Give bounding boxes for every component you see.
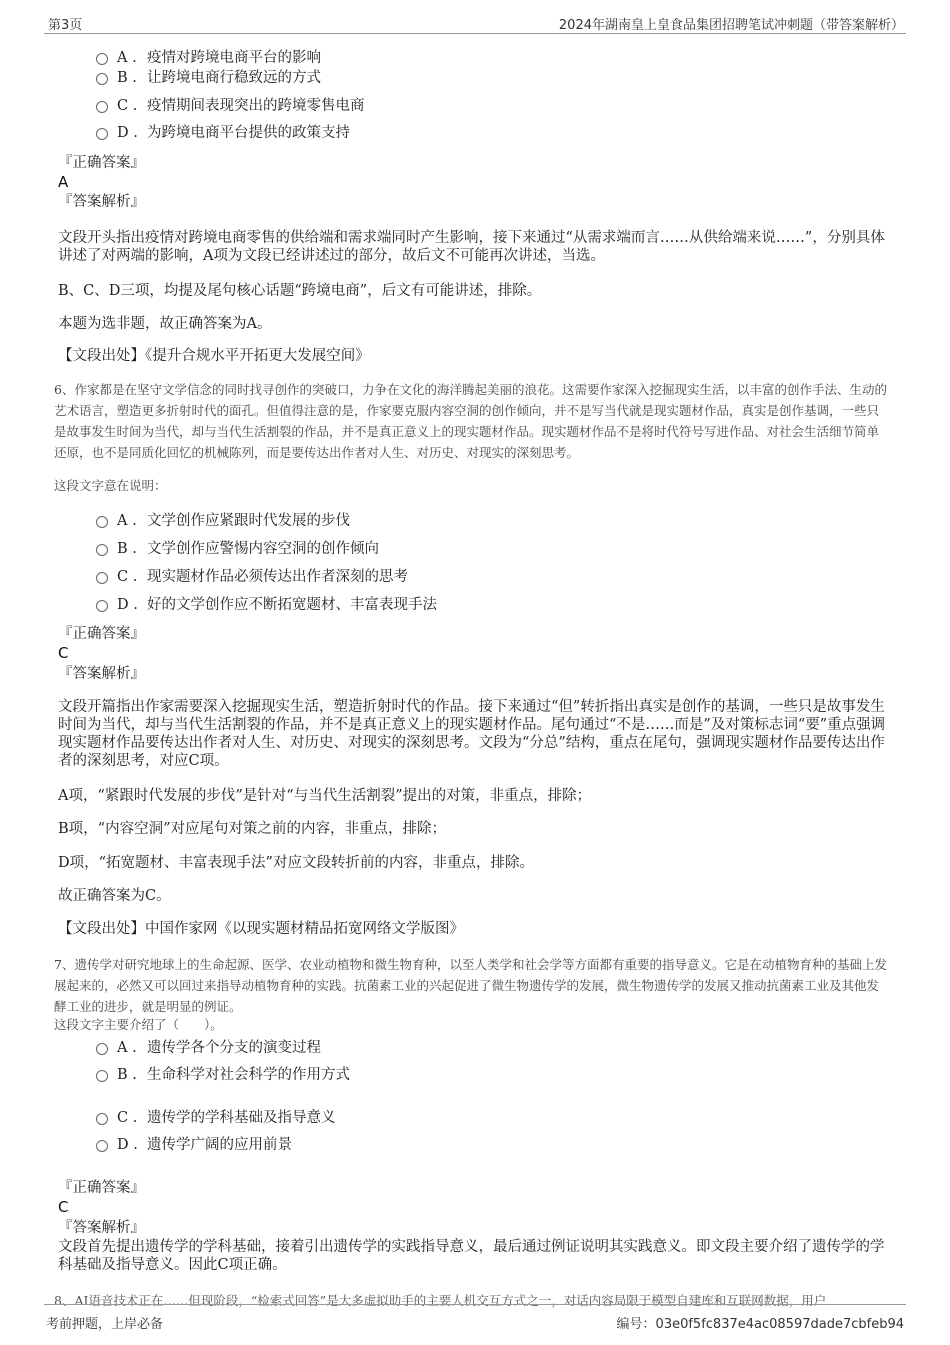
q5-source: 【文段出处】《提升合规水平开拓更大发展空间》 [58, 348, 370, 364]
radio-icon[interactable] [96, 1070, 108, 1082]
q5-analysis-2: B、C、D三项，均提及尾句核心话题“跨境电商”，后文有可能讲述，排除。 [58, 283, 542, 299]
radio-icon[interactable] [96, 101, 108, 113]
q7-option-c[interactable]: C . 遗传学的学科基础及指导意义 [96, 1109, 336, 1127]
footer-serial: 编号：03e0f5fc837e4ac08597dade7cbfeb94 [616, 1317, 904, 1332]
footer-slogan: 考前押题，上岸必备 [46, 1317, 164, 1332]
radio-icon[interactable] [96, 516, 108, 528]
q5-option-b[interactable]: B . 让跨境电商行稳致远的方式 [96, 69, 321, 87]
q7-stem: 7、遗传学对研究地球上的生命起源、医学、农业动植物和微生物育种，以至人类学和社会学等方面都有重要的指导意义。它是在动植物育种的基础上发展起来的，必然又可以回过来指导动植物育种的实践。抗菌素工业的兴起促进了微生物遗传学的发展，微生物遗传学的发展又推动抗菌素工业及其他发酵工业的进步，就是明显的例证。 [54, 957, 887, 1014]
q6-option-c[interactable]: C . 现实题材作品必须传达出作者深刻的思考 [96, 568, 408, 586]
page-footer [44, 1304, 906, 1330]
radio-icon[interactable] [96, 600, 108, 612]
q7-answer-label: 『正确答案』 [58, 1180, 145, 1196]
radio-icon[interactable] [96, 128, 108, 140]
q6-analysis-2: A项，“紧跟时代发展的步伐”是针对“与当代生活割裂”提出的对策，非重点，排除； [58, 788, 592, 804]
q6-answer-label: 『正确答案』 [58, 626, 145, 642]
q6-analysis-4: D项，“拓宽题材、丰富表现手法”对应文段转折前的内容，非重点，排除。 [58, 855, 534, 871]
q5-option-d[interactable]: D . 为跨境电商平台提供的政策支持 [96, 124, 350, 142]
q5-answer-label: 『正确答案』 [58, 155, 145, 171]
q5-analysis-1: 文段开头指出疫情对跨境电商零售的供给端和需求端同时产生影响，接下来通过“从需求端而言……从供给端来说……”，分别具体讲述了对两端的影响，A项为文段已经讲述过的部分，故后文不可能再次讲述，当选。 [58, 230, 885, 264]
q6-question: 这段文字意在说明： [54, 478, 167, 493]
q7-option-a[interactable]: A . 遗传学各个分支的演变过程 [96, 1039, 321, 1057]
radio-icon[interactable] [96, 1113, 108, 1125]
q7-answer: C [58, 1198, 69, 1216]
q7-option-b[interactable]: B . 生命科学对社会科学的作用方式 [96, 1066, 350, 1084]
radio-icon[interactable] [96, 1140, 108, 1152]
q6-option-a[interactable]: A . 文学创作应紧跟时代发展的步伐 [96, 512, 350, 530]
q6-option-b[interactable]: B . 文学创作应警惕内容空洞的创作倾向 [96, 540, 379, 558]
q6-stem: 6、作家都是在坚守文学信念的同时找寻创作的突破口，力争在文化的海洋腾起美丽的浪花。这需要作家深入挖掘现实生活，以丰富的创作手法、生动的艺术语言，塑造更多折射时代的面孔。但值得注意的是，作家要克服内容空洞的创作倾向，并不是写当代就是现实题材作品，真实是创作基调，一些只是故事发生时间为当代，却与当代生活割裂的作品，并不是真正意义上的现实题材作品。现实题材作品不是将时代符号写进作品、对社会生活细节简单还原，也不是同质化回忆的机械陈列，而是要传达出作者对人生、对历史、对现实的深刻思考。 [54, 382, 887, 460]
q5-answer: A [58, 173, 69, 191]
q6-answer: C [58, 644, 69, 662]
radio-icon[interactable] [96, 53, 108, 65]
document-title: 2024年湖南皇上皇食品集团招聘笔试冲刺题（带答案解析） [558, 18, 904, 33]
q8-stem-cut: 8、AI语音技术正在……但现阶段，“检索式回答”是大多虚拟助手的主要人机交互方式之一，对话内容局限于模型自建库和互联网数据，用户 [54, 1293, 827, 1308]
q6-analysis-1: 文段开篇指出作家需要深入挖掘现实生活，塑造折射时代的作品。接下来通过“但”转折指出真实是创作的基调，一些只是故事发生时间为当代，却与当代生活割裂的作品，并不是真正意义上的现实题材作品。尾句通过“不是……而是”及对策标志词“要”重点强调现实题材作品要传达出作者对人生、对历史、对现实的深刻思考。文段为“分总”结构，重点在尾句，强调现实题材作品要传达出作者的深刻思考，对应C项。 [58, 699, 886, 769]
radio-icon[interactable] [96, 572, 108, 584]
q5-option-c[interactable]: C . 疫情期间表现突出的跨境零售电商 [96, 97, 365, 115]
q5-analysis-label: 『答案解析』 [58, 194, 145, 210]
page-number: 第3页 [48, 18, 83, 33]
radio-icon[interactable] [96, 1043, 108, 1055]
q5-option-a[interactable]: A . 疫情对跨境电商平台的影响 [96, 49, 321, 67]
q7-option-d[interactable]: D . 遗传学广阔的应用前景 [96, 1136, 292, 1154]
q7-analysis-label: 『答案解析』 [58, 1220, 145, 1236]
q7-analysis: 文段首先提出遗传学的学科基础，接着引出遗传学的实践指导意义，最后通过例证说明其实践意义。即文段主要介绍了遗传学的学科基础及指导意义。因此C项正确。 [58, 1239, 885, 1273]
q6-analysis-3: B项，“内容空洞”对应尾句对策之前的内容，非重点，排除； [58, 821, 446, 837]
q6-analysis-5: 故正确答案为C。 [58, 888, 171, 904]
q6-analysis-label: 『答案解析』 [58, 666, 145, 682]
radio-icon[interactable] [96, 73, 108, 85]
q6-option-d[interactable]: D . 好的文学创作应不断拓宽题材、丰富表现手法 [96, 596, 437, 614]
q5-analysis-3: 本题为选非题，故正确答案为A。 [58, 316, 272, 332]
radio-icon[interactable] [96, 544, 108, 556]
q6-source: 【文段出处】中国作家网《以现实题材精品拓宽网络文学版图》 [58, 921, 464, 937]
q7-question: 这段文字主要介绍了（ ）。 [54, 1017, 223, 1032]
